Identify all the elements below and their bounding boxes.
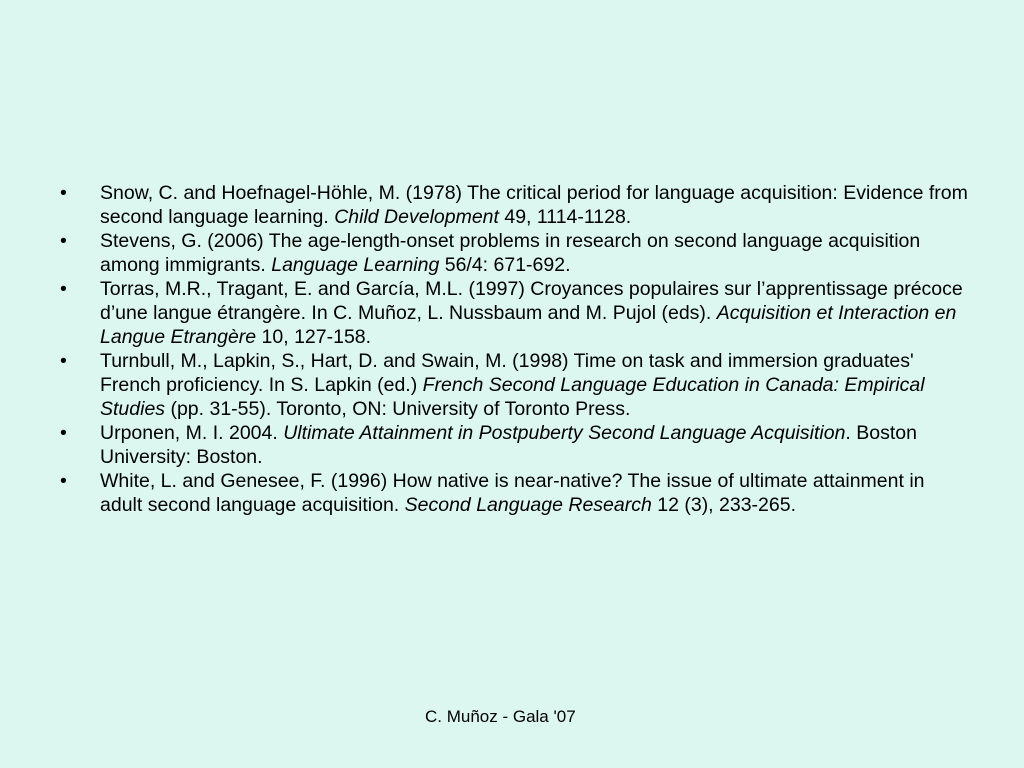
reference-source-title: Acquisition et Interaction en Langue Etrangère (100, 302, 957, 348)
reference-item (60, 421, 970, 469)
bullet: • (60, 350, 67, 372)
bullet: • (60, 470, 67, 492)
reference-item (60, 181, 970, 229)
reference-details: 56/4: 671-692. (439, 254, 571, 276)
reference-details: 12 (3), 233-265. (651, 494, 797, 516)
bullet: • (60, 278, 67, 300)
reference-item (60, 349, 970, 421)
reference-source-title: Child Development (334, 206, 499, 228)
bullet: • (60, 230, 67, 252)
reference-item (60, 469, 970, 517)
reference-details: 10, 127-158. (256, 326, 372, 348)
reference-details: . Boston University: Boston. (100, 422, 917, 468)
reference-text: Snow, C. and Hoefnagel-Höhle, M. (1978) The critical period for language acquisition: Evidence from second language learning. (100, 182, 968, 228)
reference-source-title: Ultimate Attainment in Postpuberty Second Language Acquisition (283, 422, 846, 444)
reference-text: Stevens, G. (2006) The age-length-onset problems in research on second language acquisition among immigrants. (100, 230, 921, 276)
reference-details: (pp. 31-55). Toronto, ON: University of Toronto Press. (165, 398, 631, 420)
reference-source-title: French Second Language Education in Canada: Empirical Studies (100, 374, 925, 420)
bullet: • (60, 182, 67, 204)
reference-item (60, 277, 970, 349)
reference-item (60, 229, 970, 277)
reference-text: White, L. and Genesee, F. (1996) How native is near-native? The issue of ultimate attainment in adult second language acquisition. (100, 470, 925, 516)
reference-source-title: Second Language Research (404, 494, 652, 516)
reference-list (60, 181, 970, 517)
reference-text: Torras, M.R., Tragant, E. and García, M.L. (1997) Croyances populaires sur l’apprentissage précoce d’une langue étrangère. In C. Muñoz, L. Nussbaum and M. Pujol (eds). (100, 278, 963, 324)
reference-source-title: Language Learning (271, 254, 440, 276)
reference-details: 49, 1114-1128. (498, 206, 632, 228)
reference-text: Urponen, M. I. 2004. (100, 422, 284, 444)
reference-text: Turnbull, M., Lapkin, S., Hart, D. and Swain, M. (1998) Time on task and immersion graduates' French proficiency. In S. Lapkin (ed.) (100, 350, 914, 396)
bullet: • (60, 422, 67, 444)
slide-footer: C. Muñoz - Gala '07 (425, 707, 576, 726)
